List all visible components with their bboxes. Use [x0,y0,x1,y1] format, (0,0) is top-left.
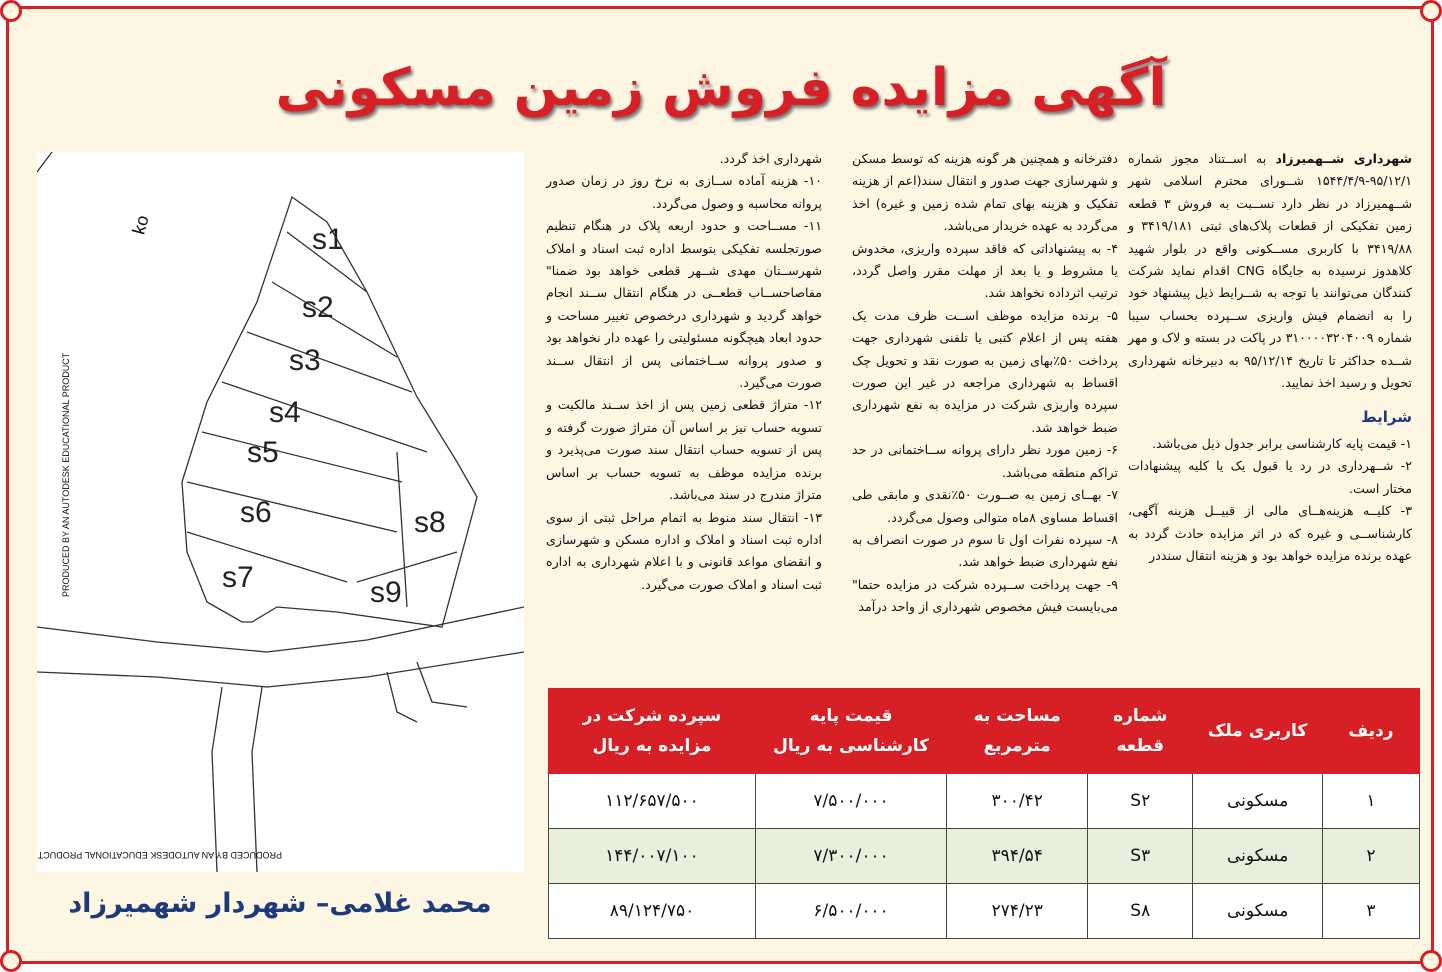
col-header: شماره قطعه [1088,689,1193,774]
condition-item: ۱۲- متراژ قطعی زمین پس از اخذ ســند مالکیت و تسویه حساب نیز بر اساس آن متراژ صورت گرفته و پس از تسویه حساب انتقال سند صورت می‌پذیرد و برنده مزایده موظف به تسویه حساب بر اساس متراژ مندرج در سند می‌باشد. [546,397,822,503]
condition-item: شهرداری اخذ گردد. [719,151,822,166]
plot-label: s1 [312,223,344,256]
intro-lead: شهرداری شــهمیرزاد [1275,151,1412,166]
condition-item: ۸- سپرده نفرات اول تا سوم در صورت انصراف به نفع شهرداری ضبط خواهد شد. [852,531,1118,570]
road-edge [387,672,417,722]
site-plan-map [37,152,524,872]
condition-item: ۹- جهت پرداخت ســپرده شرکت در مزایده حتما" می‌بایست فیش مخصوص شهرداری از واحد درآمد [852,576,1118,615]
table-cell: مسکونی [1193,774,1322,829]
table-cell: ۱۱۲/۶۵۷/۵۰۰ [549,774,756,829]
table-cell: S۸ [1088,884,1193,939]
plot-line [187,532,347,582]
corner-ornament [1420,0,1442,22]
intro-text: به اســتناد مجوز شماره ۹۵/۱۲/۱-۱۵۴۴/۴/۹ شــورای محترم اسلامی شهر شــهمیرزاد در نظر دارد نســبت به فروش ۳ قطعه زمین تفکیکی از قطعات پلاک‌های ثبتی ۳۴۱۹/۱۸۱ و ۳۴۱۹/۸۸ با کاربری مســکونی واقع در بلوار شهید کلاهدوز نرسیده به جایگاه CNG اقدام نماید شرکت کنندگان می‌توانند با توجه به شــرایط ذیل پیشنهاد خود را به انضمام فیش واریزی ســپرده بحساب سیبا شماره ۳۱۰۰۰۰۳۲۰۴۰۰۹ در پاکت در بسته و لاک و مهر شــده حداکثر تا تاریخ ۹۵/۱۲/۱۴ به دبیرخانه شهرداری تحویل و رسید اخذ نمایید. [1128,151,1413,391]
table-cell: ۳ [1322,884,1419,939]
road-edge [417,662,467,707]
plot-label: s6 [240,496,272,529]
col-header: مساحت به مترمربع [947,689,1088,774]
conditions-column-2 [852,148,1118,619]
plot-label: s5 [247,436,279,469]
road-edge [212,687,222,872]
plot-label: s3 [289,344,321,377]
condition-item: ۱۰- هزینه آماده ســازی به نرخ روز در زمان صدور پروانه محاسبه و وصول می‌گردد. [546,173,822,211]
condition-item: ۷- بهــای زمین به صــورت ۵۰٪نقدی و مابقی طی اقساط مساوی ۸ماه متوالی وصول می‌گردد. [852,487,1118,525]
condition-item: ۴- به پیشنهاداتی که فاقد سپرده واریزی، مخدوش یا مشروط و یا بعد از مهلت مقرر واصل گردد، ترتیب اثرداده نخواهد شد. [852,240,1118,301]
signature: محمد غلامی– شهردار شهمیرزاد [68,888,492,919]
plot-line [202,432,402,482]
table-cell: مسکونی [1193,884,1322,939]
plot-line [247,332,412,392]
table-cell: ۱ [1322,774,1419,829]
intro-column [1128,148,1412,567]
plot-label: s8 [414,506,446,539]
table-row [549,884,1420,939]
condition-item: ۲- شــهرداری در رد یا قبول یک یا کلیه پیشنهادات مختار است. [1128,458,1412,496]
condition-item: دفترخانه و همچنین هر گونه هزینه که توسط مسکن و شهرسازی جهت صدور و انتقال سند(اعم از هزینه تفکیک و هزینه بهای تمام شده زمین و غیره) اخذ می‌گردد به عهده خریدار می‌باشد. [852,151,1118,234]
plot-labels [222,223,446,609]
table-cell: S۳ [1088,829,1193,884]
conditions-heading: شرایط [1361,408,1412,427]
price-table [548,688,1420,939]
table-cell: ۷/۵۰۰/۰۰۰ [755,774,946,829]
col-header: قیمت پایه کارشناسی به ریال [755,689,946,774]
table-cell: S۲ [1088,774,1193,829]
plot-label: s4 [269,396,301,429]
condition-item: ۱۳- انتقال سند منوط به اتمام مراحل ثبتی از سوی اداره ثبت اسناد و املاک و اداره مسکن و شهرسازی و انقضای مواعد قانونی و با اعلام شهرداری به اداره ثبت اسناد و املاک صورت می‌گیرد. [546,509,822,592]
corner-ornament [0,950,22,972]
condition-item: ۵- برنده مزایده موظف اســت ظرف مدت یک هفته پس از اعلام کتبی یا تلفنی شهرداری جهت پرداخت ۵۰٪بهای زمین به صورت نقد و تحویل چک اقساط به شهرداری مراجعه در غیر این صورت سپرده واریزی شرکت در مزایده به نفع شهرداری ضبط خواهد شد. [852,307,1119,435]
corner-ornament [1420,950,1442,972]
table-cell: ۳۹۴/۵۴ [947,829,1088,884]
table-cell: ۶/۵۰۰/۰۰۰ [755,884,946,939]
table-cell: ۱۴۴/۰۰۷/۱۰۰ [549,829,756,884]
condition-item: ۳- کلیــه هزینه‌هــای مالی از قبیــل هزینه آگهی، کارشناســی و غیره که در اثر مزایده حادث گردد به عهده برنده مزایده خواهد بود و هزینه انتقال سنددر [1128,503,1412,563]
plot-label: s7 [222,561,254,594]
table-cell: ۲۷۴/۲۳ [947,884,1088,939]
table-cell: ۸۹/۱۲۴/۷۵۰ [549,884,756,939]
road-edge [252,687,262,872]
plot-label: s9 [370,576,402,609]
road-edge [37,607,524,652]
table-row [549,774,1420,829]
map-bottom-text: PRODUCED BY AN AUTODESK EDUCATIONAL PRODUCT [37,850,282,860]
condition-item: ۶- زمین مورد نظر دارای پروانه ســاختمانی در حد تراکم منطقه می‌باشد. [852,442,1118,480]
col-header: کاربری ملک [1193,689,1322,774]
map-side-text: PRODUCED BY AN AUTODESK EDUCATIONAL PRODUCT [61,352,71,597]
site-plan-drawing [37,152,524,872]
table-header-row [549,689,1420,774]
corner-ornament [0,0,22,22]
plot-label: s2 [302,291,334,324]
col-header: سپرده شرکت در مزایده به ریال [549,689,756,774]
page-title: آگهی مزایده فروش زمین مسکونی [275,58,1167,118]
col-header: ردیف [1322,689,1419,774]
table-row [549,829,1420,884]
road-edge [37,652,524,687]
table-cell: ۳۰۰/۴۲ [947,774,1088,829]
table-cell: ۲ [1322,829,1419,884]
table-cell: مسکونی [1193,829,1322,884]
table-cell: ۷/۳۰۰/۰۰۰ [755,829,946,884]
conditions-column-3 [546,148,822,596]
plot-line [187,482,397,532]
map-top-label: ko [128,213,153,237]
condition-item: ۱- قیمت پایه کارشناسی برابر جدول ذیل می‌باشد. [1152,435,1412,451]
road-edge [37,152,52,172]
condition-item: ۱۱- مســاحت و حدود اربعه پلاک در هنگام تنظیم صورتجلسه تفکیکی بتوسط اداره ثبت اسناد و املاک شهرســتان مهدی شــهر قطعی خواهد بود ضمنا" مفاصاحســاب قطعــی در هنگام انتقال ســند انجام خواهد گردید و شهرداری درخصوص تغییر مساحت و حدود ابعاد هیچگونه مسئولیتی را عهده دار نخواهد بود و صدور پروانه ســاختمانی پس از انتقال ســند صورت می‌گیرد. [546,218,822,391]
